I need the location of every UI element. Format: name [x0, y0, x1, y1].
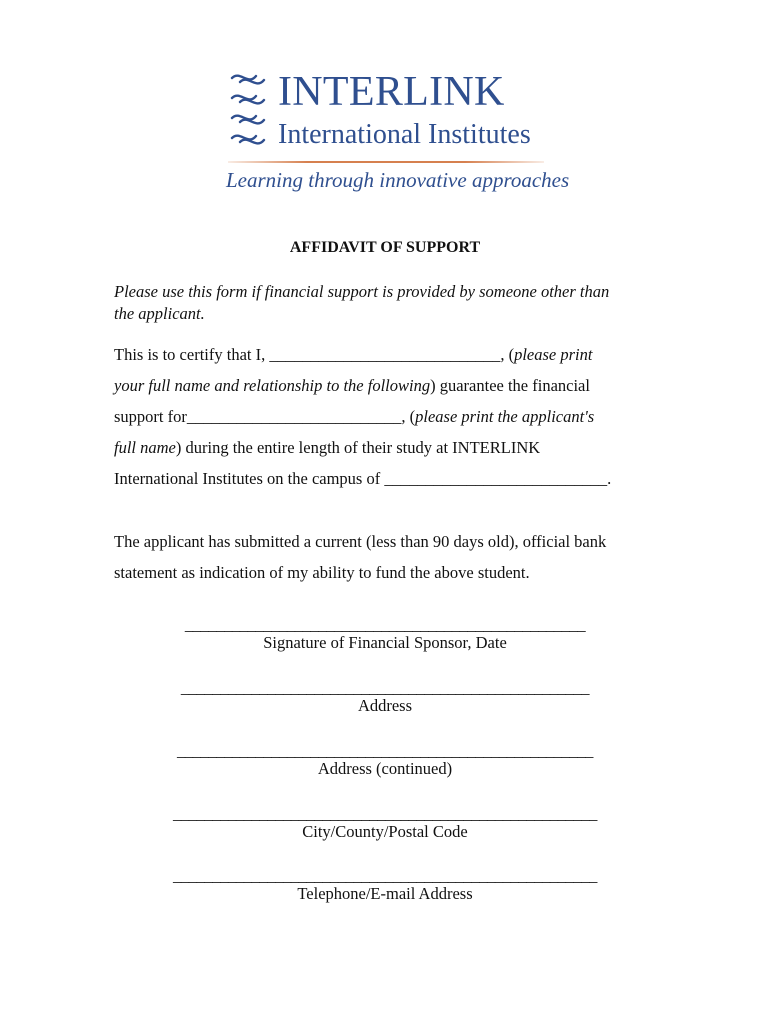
intro-instructions	[114, 281, 659, 325]
certification-line	[114, 339, 674, 370]
certification-line	[114, 401, 674, 432]
bank-statement-paragraph	[114, 526, 674, 588]
brand-tagline: Learning through innovative approaches	[226, 168, 570, 192]
statement-line: statement as indication of my ability to fund the above student.	[114, 563, 530, 582]
certification-line	[114, 432, 674, 463]
telephone-email-label: Telephone/E-mail Address	[297, 884, 473, 903]
certification-hint: your full name and relationship to the following	[114, 376, 431, 395]
certification-hint: full name	[114, 438, 176, 457]
address-blank-line[interactable]: ____________________________________________________	[180, 679, 590, 695]
address-continued-blank-line[interactable]: _____________________________________________________	[176, 742, 594, 758]
interlink-logo	[226, 66, 570, 196]
intro-line: Please use this form if financial support is provided by someone other than	[114, 282, 610, 301]
certification-text: ) during the entire length of their study at INTERLINK	[175, 438, 541, 457]
address-continued-label: Address (continued)	[317, 759, 453, 778]
city-postal-blank-line[interactable]: ______________________________________________________	[173, 805, 597, 821]
certification-line	[114, 463, 674, 494]
signature-blank-line[interactable]: ___________________________________________________	[184, 616, 586, 632]
intro-line: the applicant.	[114, 304, 205, 323]
certification-line	[114, 370, 674, 401]
certification-paragraph	[114, 339, 674, 494]
signature-field	[0, 616, 770, 654]
brand-divider	[228, 161, 544, 163]
statement-line: The applicant has submitted a current (less than 90 days old), official bank	[114, 532, 607, 551]
signature-label: Signature of Financial Sponsor, Date	[263, 633, 507, 652]
certification-text: This is to certify that I, ____________________________, (	[114, 345, 515, 364]
document-title: AFFIDAVIT OF SUPPORT	[289, 239, 481, 256]
telephone-email-field	[0, 867, 770, 905]
city-postal-label: City/County/Postal Code	[302, 822, 468, 841]
brand-subtitle: International Institutes	[278, 119, 531, 150]
certification-text: ) guarantee the financial	[430, 376, 590, 395]
city-postal-field	[0, 805, 770, 843]
address-continued-field	[0, 742, 770, 780]
telephone-email-blank-line[interactable]: ______________________________________________________	[173, 867, 597, 883]
brand-name: INTERLINK	[278, 69, 505, 115]
certification-text: support for__________________________, (	[114, 407, 416, 426]
certification-hint: please print	[514, 345, 593, 364]
certification-text: International Institutes on the campus of ___________________________.	[114, 469, 612, 488]
wave-emblem-icon	[226, 68, 274, 162]
certification-hint: please print the applicant's	[415, 407, 595, 426]
address-label: Address	[357, 696, 413, 715]
address-field	[0, 679, 770, 717]
